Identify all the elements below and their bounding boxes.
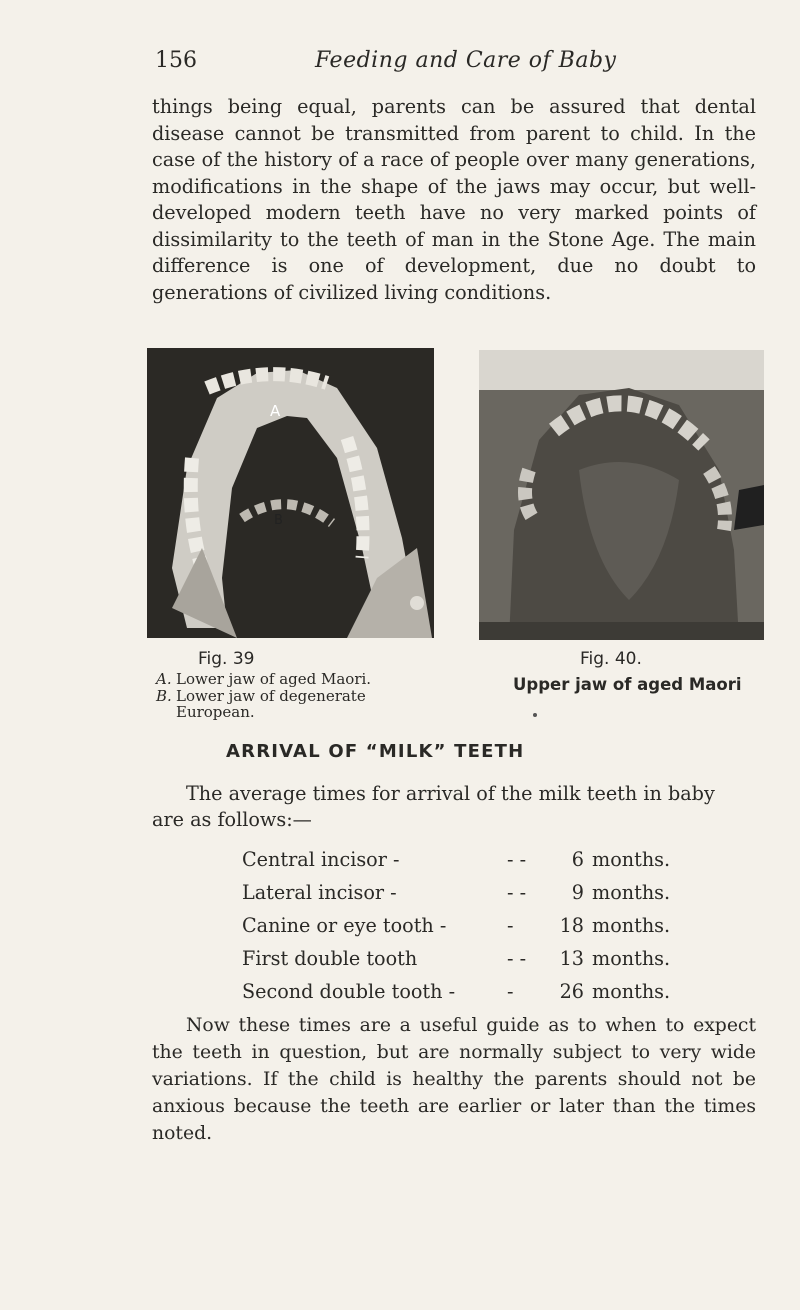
teeth-row bbox=[242, 980, 672, 1013]
tooth-months-unit: months. bbox=[592, 881, 671, 904]
tooth-name: Canine or eye tooth - bbox=[242, 914, 447, 937]
tooth-leader: - - bbox=[507, 947, 527, 970]
tooth-months-unit: months. bbox=[592, 848, 671, 871]
tooth-name: Central incisor - bbox=[242, 848, 400, 871]
tooth-name: Second double tooth - bbox=[242, 980, 456, 1003]
tooth-leader: - - bbox=[507, 881, 527, 904]
tooth-leader: - bbox=[507, 914, 514, 937]
tooth-months-value: 13 bbox=[559, 947, 584, 970]
tooth-leader: - bbox=[507, 980, 514, 1003]
ink-dot bbox=[533, 713, 537, 717]
figure-39-marker-b: B bbox=[274, 513, 283, 528]
page-number: 156 bbox=[155, 48, 197, 73]
teeth-schedule-table bbox=[242, 848, 672, 1013]
tooth-months-value: 6 bbox=[571, 848, 584, 871]
teeth-row bbox=[242, 914, 672, 947]
tooth-months-unit: months. bbox=[592, 980, 671, 1003]
tooth-months-value: 18 bbox=[559, 914, 584, 937]
body-paragraph-2: Now these times are a useful guide as to when to expect the teeth in question, but are normally subject to very wide variations. If the child is healthy the parents should not be anxious because the teeth are earlier or later than the times noted. bbox=[152, 1015, 756, 1144]
teeth-row bbox=[242, 947, 672, 980]
figure-39-photo bbox=[147, 348, 434, 638]
figure-39-description bbox=[156, 671, 446, 721]
teeth-row bbox=[242, 848, 672, 881]
tooth-months-unit: months. bbox=[592, 914, 671, 937]
figure-39-label: Fig. 39 bbox=[198, 649, 255, 669]
figure-40-description: Upper jaw of aged Maori bbox=[513, 675, 742, 694]
figure-39-desc-line-a: A. Lower jaw of aged Maori. bbox=[156, 670, 372, 688]
tooth-name: Lateral incisor - bbox=[242, 881, 397, 904]
intro-line-2: are as follows:— bbox=[152, 808, 312, 831]
tooth-months-value: 9 bbox=[571, 881, 584, 904]
tooth-months-value: 26 bbox=[559, 980, 584, 1003]
figure-40-photo bbox=[479, 350, 764, 640]
tooth-name: First double tooth bbox=[242, 947, 418, 970]
body-paragraph-1: things being equal, parents can be assured that dental disease cannot be transmitted from parent to child. In the case of the history of a race of people over many generations, modifications in the shape of the jaws may occur, but well-developed modern teeth have no very marked points of dissimilarity to the teeth of man in the Stone Age. The main difference is one of development, due no doubt to generations of civilized living conditions. bbox=[152, 95, 756, 304]
figure-40-label: Fig. 40. bbox=[580, 649, 642, 669]
tooth-months-unit: months. bbox=[592, 947, 671, 970]
teeth-row bbox=[242, 881, 672, 914]
tooth-leader: - - bbox=[507, 848, 527, 871]
running-title: Feeding and Care of Baby bbox=[315, 48, 617, 73]
intro-line-1: The average times for arrival of the milk teeth in baby bbox=[186, 782, 715, 805]
figure-39-marker-a: A bbox=[270, 402, 281, 420]
figure-39-desc-continuation: European. bbox=[176, 703, 255, 721]
page-header bbox=[155, 48, 755, 78]
section-heading: ARRIVAL OF “MILK” TEETH bbox=[226, 741, 525, 762]
figure-39-desc-line-b: B. Lower jaw of degenerate bbox=[156, 686, 366, 705]
